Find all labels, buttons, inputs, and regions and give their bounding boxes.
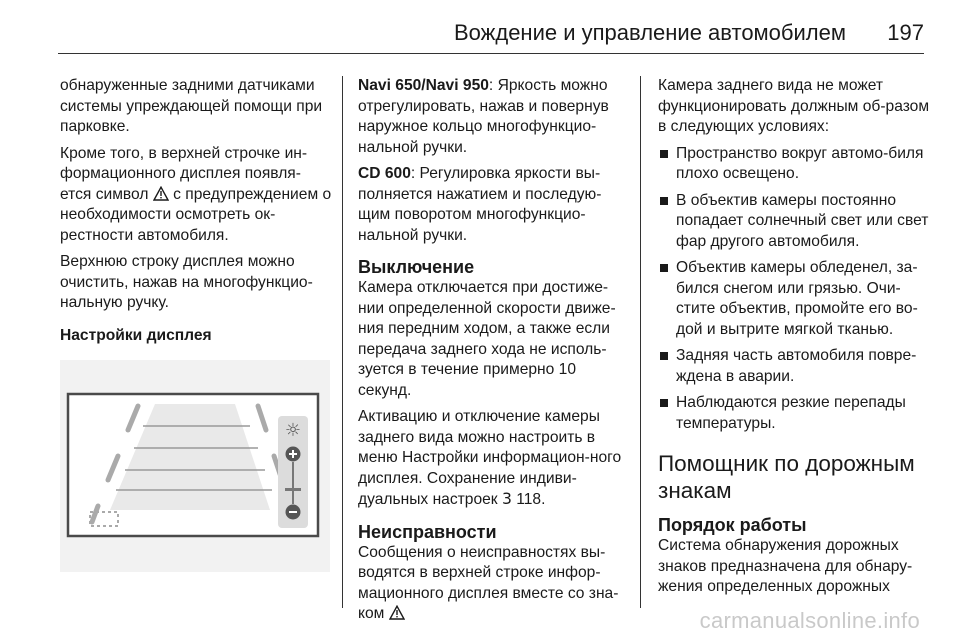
paragraph [358,76,628,158]
paragraph: обнаруженные задними датчиками системы упреждающей помощи при парковке. [60,77,323,135]
text-span: : Яркость можно отрегулировать, нажав и повернув наружное кольцо многофункцио-нальной ручки. [358,77,609,156]
text-span: Активацию и отключение камеры заднего вида можно настроить в меню Настройки информацион-ного дисплея. Сохранение индиви-дуальных настроек [358,408,622,508]
sun-icon: ☼ [284,420,302,441]
paragraph [60,144,332,247]
column-2 [358,76,628,631]
list-item: Объектив камеры обледенел, за-бился снегом или грязью. Очи-стите объектив, промойте его во-дой и вытрите мягкой тканью. [658,258,930,340]
list-item: Наблюдаются резкие перепады температуры. [658,393,930,434]
watermark: carmanualsonline.info [699,608,920,633]
paragraph: Камера заднего вида не может функционировать должным об-разом в следующих условиях: [658,77,930,135]
section-title: Помощник по дорожным знакам [658,451,915,503]
text-span: Сообщения о неисправностях вы-водятся в верхней строке инфор-мационного дисплея вместе со зна-ком [358,543,619,622]
bullet-square-icon [660,399,668,407]
column-divider [342,76,343,608]
list-item: Задняя часть автомобиля повре-ждена в аварии. [658,346,930,387]
conditions-list [658,144,930,435]
page-header [58,14,924,54]
paragraph [358,543,628,625]
section-heading: Настройки дисплея [60,326,212,344]
paragraph [358,164,628,246]
text-span: с предупреждением о необходимости осмотреть ок-рестности автомобиля. [60,185,332,244]
list-item: Пространство вокруг автомо-биля плохо освещено. [658,144,930,185]
bullet-square-icon [660,352,668,360]
model-name: Navi 650/Navi 950 [358,77,489,94]
model-name: CD 600 [358,165,411,182]
brightness-slider-thumb [285,488,301,491]
warning-triangle-icon [153,186,169,201]
bullet-square-icon [660,197,668,205]
paragraph: Камера отключается при достиже-нии определенной скорости движе-ния передним ходом, а также если передача заднего хода не исполь-зуется в течение примерно 10 секунд. [358,279,616,399]
column-3 [658,76,930,604]
reference-arrow-icon: 3 [501,490,512,508]
bullet-square-icon [660,264,668,272]
paragraph [358,407,628,511]
page-number: 197 [887,20,924,45]
subsection-title: Порядок работы [658,515,807,535]
text-span: : Регулировка яркости вы-полняется нажатием и последую-щим поворотом многофункцио-нальной ручки. [358,165,602,244]
reference-page: 118. [516,491,546,508]
camera-view-svg [60,360,330,572]
page-title: Вождение и управление автомобилем [453,20,846,45]
warning-triangle-icon [389,605,405,620]
paragraph: Система обнаружения дорожных знаков предназначена для обнару-жения определенных дорожных [658,537,913,595]
heading-shutdown: Выключение [358,257,475,277]
column-1 [60,76,332,572]
column-divider [640,76,641,608]
list-item: В объектив камеры постоянно попадает солнечный свет или свет фар другого автомобиля. [658,191,930,253]
bullet-square-icon [660,150,668,158]
camera-display-illustration [60,360,330,572]
paragraph: Верхнюю строку дисплея можно очистить, нажав на многофункцио-нальную ручку. [60,253,313,311]
text-span: Кроме того, в верхней строчке ин-формационного дисплея появля-ется символ [60,144,308,203]
page-reference[interactable] [502,491,545,508]
heading-faults: Неисправности [358,521,497,542]
